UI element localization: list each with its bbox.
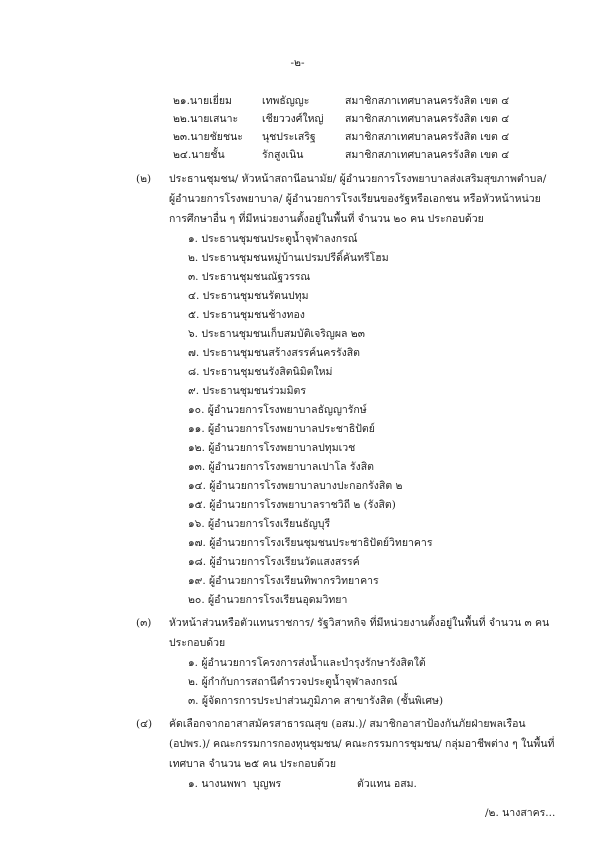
member-name: ๒๔.นายชั้น — [173, 149, 225, 161]
section-number: (๓) — [136, 617, 152, 629]
list-item: ๙. ประธานชุมชนร่วมมิตร — [188, 385, 306, 397]
member-name: ๒๑.นายเยี่ยม — [173, 95, 232, 107]
list-item: ๔. ประธานชุมชนรัตนปทุม — [188, 290, 309, 302]
list-item: ๑๓. ผู้อำนวยการโรงพยาบาลเปาโล รังสิต — [188, 461, 374, 473]
entry-name: ๑. นางนพพา — [188, 778, 247, 790]
entry-role: ตัวแทน อสม. — [357, 778, 417, 790]
section-number: (๒) — [136, 173, 152, 185]
list-item: ๗. ประธานชุมชนสร้างสรรค์นครรังสิต — [188, 347, 360, 359]
list-item: ๘. ประธานชุมชนรังสิตนิมิตใหม่ — [188, 366, 333, 378]
section-number: (๔) — [136, 718, 153, 730]
member-position: สมาชิกสภาเทศบาลนครรังสิต เขต ๔ — [345, 149, 510, 161]
member-position: สมาชิกสภาเทศบาลนครรังสิต เขต ๔ — [345, 95, 510, 107]
list-item: ๑๐. ผู้อำนวยการโรงพยาบาลธัญญารักษ์ — [188, 404, 367, 416]
section-heading-line: คัดเลือกจากอาสาสมัครสาธารณสุข (อสม.)/ สมาชิกอาสาป้องกันภัยฝ่ายพลเรือน — [169, 718, 526, 730]
section-heading-line: การศึกษาอื่น ๆ ที่มีหน่วยงานตั้งอยู่ในพื้นที่ จำนวน ๒๐ คน ประกอบด้วย — [169, 213, 484, 225]
section-heading-line: ผู้อำนวยการโรงพยาบาล/ ผู้อำนวยการโรงเรียนของรัฐหรือเอกชน หรือหัวหน้าหน่วย — [169, 193, 541, 205]
member-surname: รักสูงเนิน — [262, 149, 304, 161]
list-item: ๑๒. ผู้อำนวยการโรงพยาบาลปทุมเวช — [188, 442, 356, 454]
entry-surname: บุญพร — [253, 778, 282, 790]
list-item: ๑. ผู้อำนวยการโครงการส่งน้ำและบำรุงรักษารังสิตใต้ — [188, 657, 426, 669]
list-item: ๑๕. ผู้อำนวยการโรงพยาบาลราชวิถี ๒ (รังสิต) — [188, 499, 396, 511]
list-item: ๑๗. ผู้อำนวยการโรงเรียนชุมชนประชาธิปัตย์วิทยาคาร — [188, 537, 433, 549]
list-item: ๓. ประธานชุมชนณัฐวรรณ — [188, 271, 311, 283]
list-item: ๖. ประธานชุมชนเก็บสมบัติเจริญผล ๒๓ — [188, 328, 365, 340]
list-item: ๑๔. ผู้อำนวยการโรงพยาบาลบางปะกอกรังสิต ๒ — [188, 480, 403, 492]
list-item: ๑๑. ผู้อำนวยการโรงพยาบาลประชาธิปัตย์ — [188, 423, 375, 435]
section-heading-line: (อปพร.)/ คณะกรรมการกองทุนชุมชน/ คณะกรรมการชุมชน/ กลุ่มอาชีพต่าง ๆ ในพื้นที่ — [169, 738, 555, 750]
list-item: ๒๐. ผู้อำนวยการโรงเรียนอุดมวิทยา — [188, 594, 348, 606]
section-heading-line: ประกอบด้วย — [169, 637, 226, 649]
member-surname: เชียววงศ์ใหญ่ — [262, 113, 324, 125]
list-item: ๕. ประธานชุมชนช้างทอง — [188, 309, 305, 321]
list-item: ๑๘. ผู้อำนวยการโรงเรียนวัดแสงสรรค์ — [188, 556, 360, 568]
member-position: สมาชิกสภาเทศบาลนครรังสิต เขต ๔ — [345, 113, 510, 125]
member-name: ๒๒.นายเสนาะ — [173, 113, 239, 125]
section-heading-line: หัวหน้าส่วนหรือตัวแทนราชการ/ รัฐวิสาหกิจ ที่มีหน่วยงานตั้งอยู่ในพื้นที่ จำนวน ๓ คน — [169, 617, 550, 629]
section-heading-line: เทศบาล จำนวน ๒๕ คน ประกอบด้วย — [169, 758, 337, 770]
list-item: ๒. ผู้กำกับการสถานีตำรวจประตูน้ำจุฬาลงกรณ์ — [188, 676, 398, 688]
member-name: ๒๓.นายชัยชนะ — [173, 131, 243, 143]
section-heading-line: ประธานชุมชน/ หัวหน้าสถานีอนามัย/ ผู้อำนวยการโรงพยาบาลส่งเสริมสุขภาพตำบล/ — [169, 173, 547, 185]
continuation-note: /๒. นางสาคร... — [485, 807, 556, 819]
member-surname: เทพธัญญะ — [262, 95, 310, 107]
list-item: ๑. ประธานชุมชนประตูน้ำจุฬาลงกรณ์ — [188, 233, 358, 245]
list-item: ๒. ประธานชุมชนหมู่บ้านเปรมปรีดิ์คันทรีโฮม — [188, 252, 389, 264]
page-number: -๒- — [290, 57, 305, 69]
member-surname: นุชประเสริฐ — [262, 131, 316, 143]
list-item: ๓. ผู้จัดการการประปาส่วนภูมิภาค สาขารังสิต (ชั้นพิเศษ) — [188, 695, 444, 707]
member-position: สมาชิกสภาเทศบาลนครรังสิต เขต ๔ — [345, 131, 510, 143]
list-item: ๑๖. ผู้อำนวยการโรงเรียนธัญบุรี — [188, 518, 331, 530]
list-item: ๑๙. ผู้อำนวยการโรงเรียนทิพากรวิทยาคาร — [188, 575, 379, 587]
